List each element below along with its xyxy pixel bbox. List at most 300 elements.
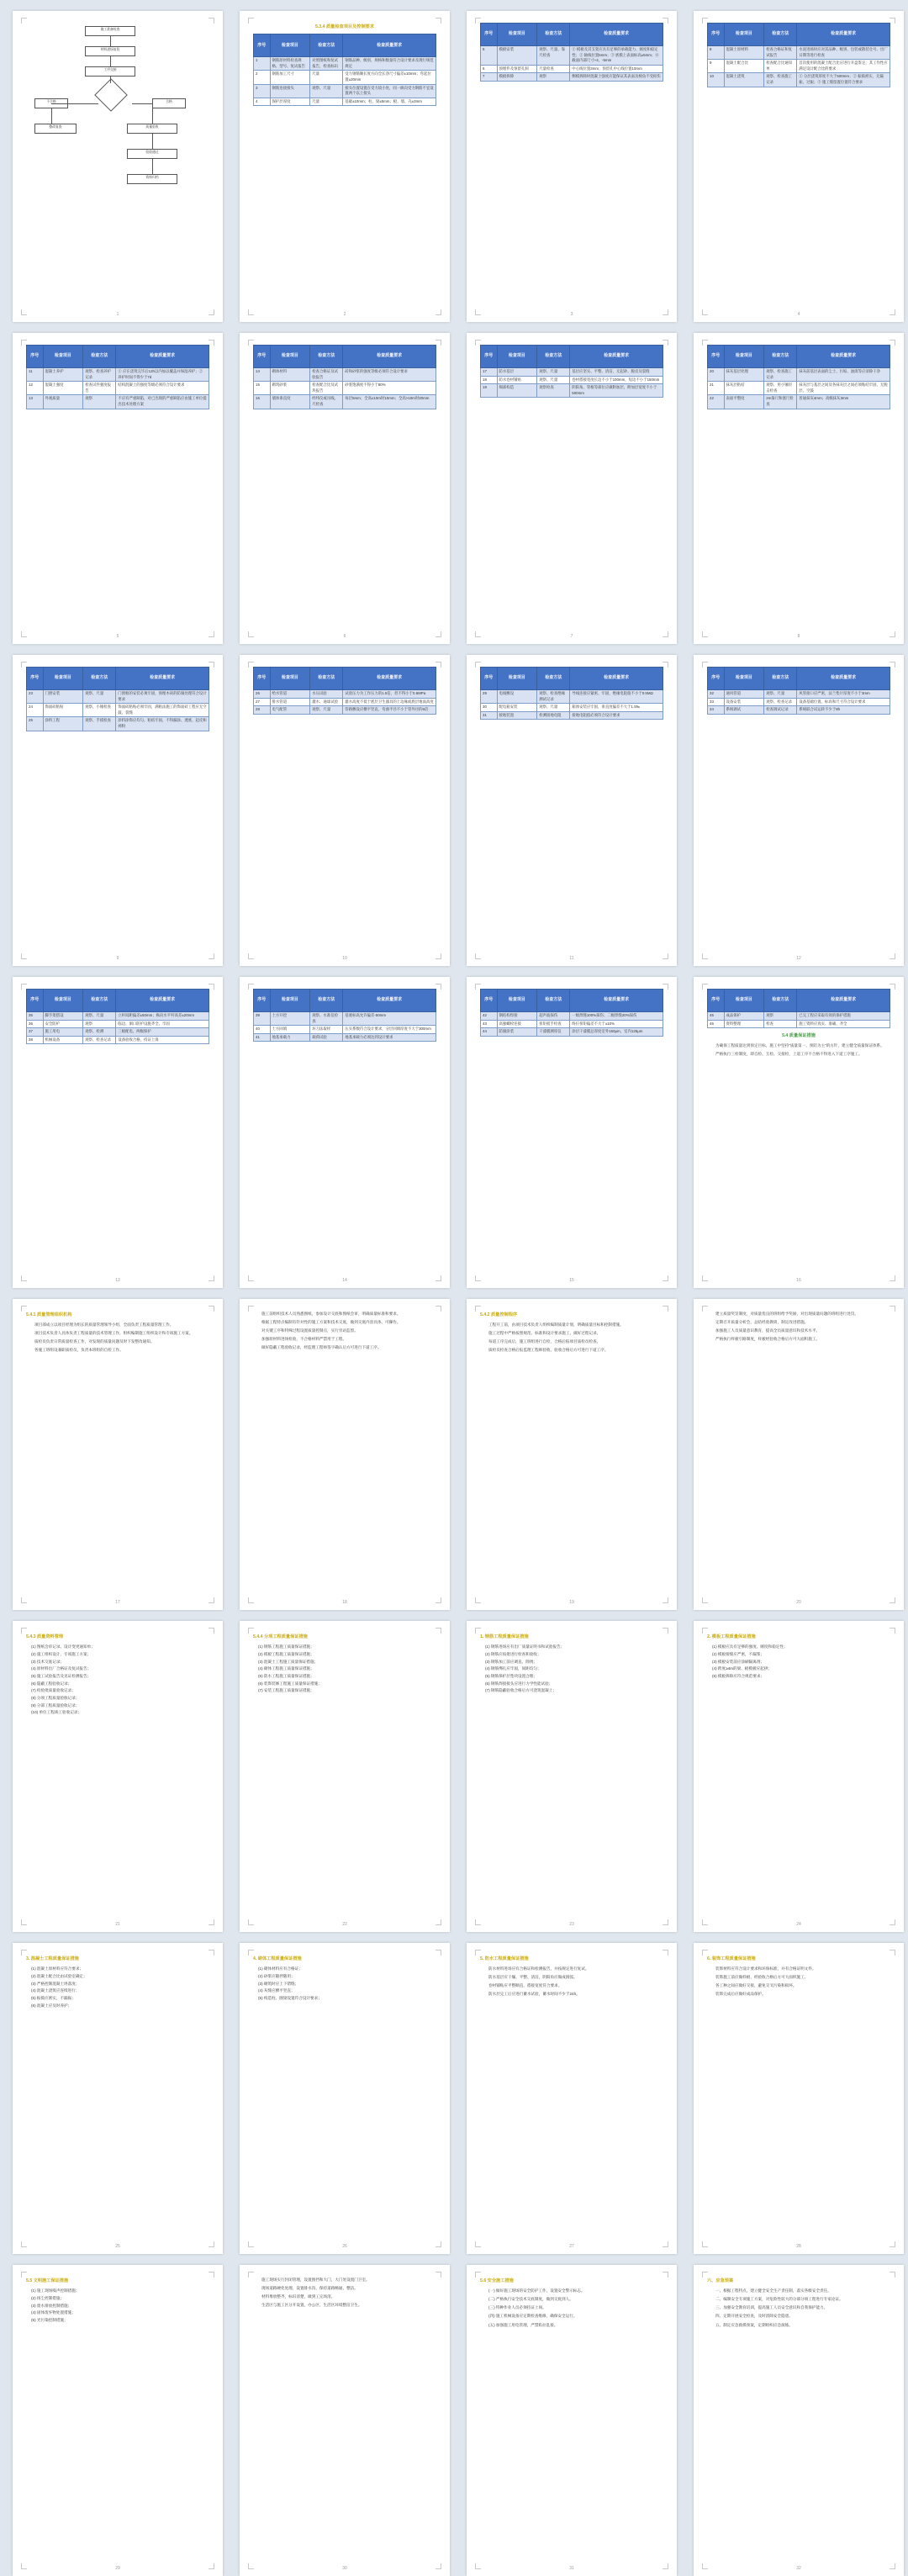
- column-header-standard: 检查质量要求: [797, 24, 890, 46]
- table-cell-item: 防腐涂装: [497, 1028, 537, 1037]
- page-corner-mark: [248, 1628, 254, 1634]
- page-corner-mark: [890, 18, 895, 24]
- table-cell-method: 观察、尺量: [537, 376, 570, 384]
- table-body: [708, 690, 890, 715]
- list-item: (4) 砌体工程施工质量保证措施；: [258, 1666, 314, 1671]
- list-item: (1) 混凝土原材料应符合要求；: [31, 1966, 84, 1972]
- list-item: (5) 施工试验报告及见证检测报告；: [31, 1673, 92, 1678]
- table-cell-no: 21: [708, 382, 725, 395]
- flow-connector: [152, 108, 153, 124]
- table-cell-item: 脚手架搭设: [43, 1012, 83, 1021]
- table-cell-method: 观察、小锤检查: [83, 704, 116, 717]
- document-page: [13, 977, 223, 1288]
- list-item: (3) 技术交底记录；: [31, 1659, 65, 1664]
- column-header-item: 检查项目: [270, 346, 310, 368]
- page-number: 4: [797, 311, 800, 317]
- table-cell-standard: 受力钢筋顺长度方向全长净尺寸偏差±10mm；弯起位置±20mm: [343, 71, 436, 84]
- table-row: [708, 60, 890, 73]
- page-number: 8: [797, 633, 800, 639]
- column-header-method: 检查方法: [310, 346, 343, 368]
- page-number: 17: [115, 1599, 120, 1605]
- flow-step: 工序交接: [85, 66, 135, 77]
- table-header-row: [254, 668, 436, 690]
- page-corner-mark: [663, 1306, 668, 1312]
- table-cell-no: 17: [481, 368, 498, 377]
- page-corner-mark: [436, 18, 441, 24]
- table-row: [708, 698, 890, 706]
- table-row: [27, 1028, 209, 1037]
- table-cell-standard: ① 应在浇筑完毕后12h以内加以覆盖并保湿养护；② 养护时间不得少于7d: [116, 368, 209, 382]
- table-cell-no: 2: [254, 71, 271, 84]
- table-cell-no: 6: [481, 65, 498, 73]
- inspection-table: [253, 34, 436, 106]
- list-item: (4) 混凝土浇筑应连续进行；: [31, 1988, 80, 1993]
- page-corner-mark: [248, 662, 254, 668]
- page-corner-mark: [890, 2272, 895, 2278]
- column-header-no: 序号: [708, 346, 725, 368]
- column-header-method: 检查方法: [764, 24, 797, 46]
- table-header-row: [481, 990, 663, 1012]
- table-cell-standard: 压实系数符合设计要求，分层回填厚度不大于300mm: [343, 1026, 436, 1034]
- paragraph: 防水材料进场应有合格证和检测报告，并按规定进行复试。: [488, 1966, 589, 1972]
- section-title: 3. 混凝土工程质量保证措施: [26, 1956, 79, 1961]
- table-row: [254, 690, 436, 699]
- column-header-method: 检查方法: [83, 668, 116, 690]
- page-corner-mark: [436, 662, 441, 668]
- page-corner-mark: [248, 2272, 254, 2278]
- section-title: 6. 装饰工程质量保证措施: [707, 1956, 756, 1961]
- table-row: [254, 1026, 436, 1034]
- page-number: 18: [342, 1599, 347, 1605]
- table-cell-method: 经纬仪或吊线、尺检查: [310, 395, 343, 409]
- inspection-table: [480, 23, 663, 82]
- column-header-item: 检查项目: [497, 24, 537, 46]
- table-cell-standard: 结构混凝土的强度等级必须符合设计要求: [116, 382, 209, 395]
- page-corner-mark: [890, 340, 895, 346]
- paragraph: 装饰施工前应做样板，经验收合格后方可大面积施工。: [715, 1975, 809, 1980]
- table-cell-no: 40: [254, 1026, 271, 1034]
- document-page: [694, 1299, 904, 1610]
- list-item: (2) 施工组织设计、专项施工方案；: [31, 1651, 92, 1656]
- column-header-no: 序号: [254, 34, 271, 57]
- section-title: 六、应急预案: [707, 2278, 734, 2283]
- section-title: 4. 砌体工程质量保证措施: [253, 1956, 302, 1961]
- document-page: [240, 1943, 450, 2254]
- table-row: [708, 706, 890, 715]
- page-number: 13: [115, 1277, 120, 1283]
- page-corner-mark: [890, 1950, 895, 1956]
- table-cell-no: 28: [254, 706, 271, 715]
- list-item: (6) 混凝土应及时养护；: [31, 2003, 72, 2008]
- table-header-row: [254, 34, 436, 57]
- table-row: [27, 717, 209, 731]
- table-cell-no: 25: [27, 717, 44, 731]
- table-cell-standard: 普通抹灰4mm；高级抹灰3mm: [797, 395, 890, 409]
- document-page: [240, 11, 450, 322]
- column-header-no: 序号: [27, 990, 44, 1012]
- document-page: [694, 977, 904, 1288]
- flow-connector: [152, 134, 153, 149]
- table-cell-no: 36: [27, 1020, 44, 1028]
- document-page: [13, 655, 223, 966]
- table-row: [254, 98, 436, 106]
- page-number: 28: [796, 2243, 801, 2249]
- document-page: [240, 1299, 450, 1610]
- table-cell-no: 43: [481, 1020, 498, 1028]
- table-cell-no: 20: [708, 368, 725, 382]
- document-page: [467, 1621, 677, 1932]
- table-cell-standard: 三级配电、两级保护: [116, 1028, 209, 1037]
- table-row: [27, 704, 209, 717]
- table-row: [708, 690, 890, 699]
- page-corner-mark: [475, 340, 481, 346]
- table-cell-standard: 地基承载力必须达到设计要求: [343, 1033, 436, 1042]
- list-item: (1) 钢筋进场应有出厂质量证明书和试验报告；: [485, 1644, 565, 1650]
- table-cell-method: 观察、检测: [83, 1028, 116, 1037]
- table-cell-no: 22: [708, 395, 725, 409]
- section-title: 5.4.2 质量控制程序: [480, 1312, 518, 1317]
- table-cell-item: 排水管道: [270, 698, 310, 706]
- column-header-standard: 检查质量要求: [570, 668, 663, 690]
- table-cell-method: 观察检查: [537, 384, 570, 398]
- table-cell-no: 26: [254, 690, 271, 699]
- table-cell-method: 观察、尺量: [764, 690, 797, 699]
- table-cell-method: 观察、尺量: [83, 1012, 116, 1021]
- table-row: [27, 368, 209, 382]
- page-number: 14: [342, 1277, 347, 1283]
- table-cell-standard: 施工资料应真实、准确、齐全: [797, 1020, 890, 1028]
- document-page: [240, 1621, 450, 1932]
- table-row: [708, 1020, 890, 1028]
- document-page: [467, 655, 677, 966]
- table-cell-item: 抹灰基层处理: [724, 368, 764, 382]
- list-item: (1) 砌体材料应有合格证；: [258, 1966, 303, 1972]
- column-header-item: 检查项目: [497, 668, 537, 690]
- table-cell-method: 扭矩扳手检查: [537, 1020, 570, 1028]
- table-cell-standard: 系统联合试运转不少于8h: [797, 706, 890, 715]
- table-row: [481, 65, 663, 73]
- document-page: [694, 11, 904, 322]
- page-corner-mark: [21, 1306, 27, 1312]
- paragraph: 做好隐蔽工程验收记录，经监理工程师签字确认后方可进行下道工序。: [261, 1345, 382, 1350]
- process-flowchart: [26, 23, 209, 208]
- paragraph: 各施工班组设兼职质检员，负责本班组的自检工作。: [34, 1348, 124, 1353]
- table-body: [27, 368, 209, 409]
- table-cell-item: 混凝土浇筑: [724, 73, 764, 87]
- document-page: [240, 2265, 450, 2576]
- table-row: [254, 1012, 436, 1026]
- table-cell-no: 42: [481, 1012, 498, 1021]
- page-corner-mark: [663, 2272, 668, 2278]
- table-header-row: [708, 346, 890, 368]
- table-cell-method: 观察、尺量: [310, 706, 343, 715]
- table-header-row: [481, 668, 663, 690]
- table-cell-method: 观察、检查绝缘测试记录: [537, 690, 570, 704]
- table-cell-no: 30: [481, 704, 498, 712]
- table-cell-no: 12: [27, 382, 44, 395]
- flow-step: 验收通过: [127, 149, 177, 159]
- table-cell-item: 砌筑砂浆: [270, 382, 310, 395]
- paragraph: (一) 做好施工现场的安全防护工作，设置安全警示标志。: [488, 2288, 585, 2294]
- list-item: (6) 装饰装修工程施工质量保证措施；: [258, 1681, 322, 1686]
- table-cell-item: 防水基层: [497, 368, 537, 377]
- table-cell-standard: 首次使用的混凝土配合比应进行开盘鉴定，其工作性应满足设计配合比的要求: [797, 60, 890, 73]
- inspection-table: [26, 345, 209, 409]
- page-number: 12: [796, 955, 801, 961]
- table-cell-item: 墙体垂直度: [270, 395, 310, 409]
- table-cell-item: 电线敷设: [497, 690, 537, 704]
- table-row: [481, 376, 663, 384]
- inspection-table: [26, 667, 209, 731]
- paragraph: 三、加强安全教育培训，提高施工人员安全意识和自我保护能力。: [715, 2305, 828, 2310]
- table-cell-item: 涂料工程: [43, 717, 83, 731]
- table-cell-method: 观察、手摸检查: [83, 717, 116, 731]
- table-header-row: [27, 668, 209, 690]
- table-cell-standard: 阴阳角、管根等部位应做附加层，附加层宽度不小于500mm: [570, 384, 663, 398]
- table-cell-item: 地基承载力: [270, 1033, 310, 1042]
- table-cell-method: 超声波探伤: [537, 1012, 570, 1021]
- table-cell-no: 3: [254, 84, 271, 98]
- document-page: [13, 1299, 223, 1610]
- paragraph: 一、根据工程特点，建立健全安全生产责任制，落实各级安全责任。: [715, 2288, 831, 2294]
- table-cell-standard: 管路敷设应横平竖直，弯曲半径不小于管外径的6倍: [343, 706, 436, 715]
- table-header-row: [254, 990, 436, 1012]
- page-corner-mark: [248, 1306, 254, 1312]
- table-cell-standard: 涂层干漆膜总厚度室外150μm，室内125μm: [570, 1028, 663, 1037]
- page-corner-mark: [475, 1628, 481, 1634]
- table-header-row: [481, 24, 663, 46]
- list-item: (3) 钢筋加工前应调直、除锈；: [485, 1659, 538, 1664]
- document-page: [13, 11, 223, 322]
- table-cell-standard: 导线连接应紧密、牢固，绝缘电阻值不小于0.5MΩ: [570, 690, 663, 704]
- paragraph: 项目部成立以项目经理为组长的质量管理领导小组，全面负责工程质量管理工作。: [34, 1322, 174, 1328]
- page-number: 24: [796, 1921, 801, 1927]
- page-corner-mark: [702, 1950, 708, 1956]
- inspection-table: [253, 345, 436, 409]
- table-header: [481, 24, 663, 46]
- document-page: [13, 1943, 223, 2254]
- page-corner-mark: [663, 984, 668, 990]
- column-header-method: 检查方法: [764, 668, 797, 690]
- table-cell-standard: 设备验收合格，持证上岗: [116, 1036, 209, 1044]
- flow-connector: [51, 103, 98, 104]
- page-corner-mark: [21, 984, 27, 990]
- section-title: 5.5 文明施工保证措施: [26, 2278, 69, 2283]
- column-header-standard: 检查质量要求: [343, 346, 436, 368]
- table-cell-item: 钢筋连接接头: [270, 84, 310, 98]
- paragraph: 定期召开质量分析会，总结经验教训，制定改进措施。: [715, 1320, 809, 1325]
- table-cell-standard: 抹灰前基层表面的尘土、污垢、油渍等应清除干净: [797, 368, 890, 382]
- table-cell-no: 10: [708, 73, 725, 87]
- table-cell-standard: 灌水高度不低于底层卫生器具的上边缘或底层地面高度: [343, 698, 436, 706]
- table-header-row: [254, 346, 436, 368]
- list-item: (9) 分部工程质量验收记录；: [31, 1702, 80, 1708]
- table-cell-item: 钢结构焊接: [497, 1012, 537, 1021]
- table-header: [708, 990, 890, 1012]
- paragraph: 对关键工序和特殊过程设置质量控制点，实行旁站监督。: [261, 1328, 358, 1333]
- list-item: (4) 固体废弃物处置措施；: [31, 2310, 76, 2315]
- table-cell-standard: ① 分层浇筑厚度不大于500mm；② 振捣密实，无漏振、过振；③ 施工缝留置位置符合要求: [797, 73, 890, 87]
- column-header-standard: 检查质量要求: [343, 990, 436, 1012]
- table-cell-standard: 抹灰层与基层之间及各抹灰层之间必须粘结牢固，无脱层、空鼓: [797, 382, 890, 395]
- document-page: [240, 977, 450, 1288]
- table-cell-no: 29: [481, 690, 498, 704]
- page-corner-mark: [436, 2272, 441, 2278]
- table-cell-item: 土方回填: [270, 1026, 310, 1034]
- list-item: (3) 混凝土工程施工质量保证措施；: [258, 1659, 319, 1664]
- table-cell-standard: 卷材搭接宽度长边不小于100mm，短边不小于150mm: [570, 376, 663, 384]
- inspection-table: [480, 345, 663, 398]
- document-page: [467, 11, 677, 322]
- table-cell-method: 检查配合比及试块报告: [310, 382, 343, 395]
- table-cell-item: 资料整理: [724, 1020, 764, 1028]
- table-cell-standard: 设备基础位置、标高和尺寸符合设计要求: [797, 698, 890, 706]
- document-page: [13, 2265, 223, 2576]
- list-item: (2) 砂浆应随拌随用；: [258, 1973, 295, 1978]
- flow-connector: [51, 108, 52, 124]
- paragraph: 装饰完成后应做好成品保护。: [715, 1992, 766, 1997]
- inspection-table: [253, 989, 436, 1042]
- table-row: [254, 1033, 436, 1042]
- paragraph: 每道工序完成后，施工班组进行自检，合格后报项目质检员检查。: [488, 1339, 601, 1344]
- table-cell-method: 观察、尺量: [537, 368, 570, 377]
- table-row: [254, 57, 436, 71]
- table-row: [254, 84, 436, 98]
- table-cell-standard: 涂料涂饰应均匀、粘结牢固，不得漏涂、透底、起皮和掉粉: [116, 717, 209, 731]
- page-corner-mark: [702, 1628, 708, 1634]
- table-header-row: [708, 668, 890, 690]
- list-item: (5) 钢筋保护层垫块设置合理；: [485, 1673, 538, 1678]
- paragraph: 项目技术负责人具体负责工程质量的技术管理工作，组织编制施工组织设计和专项施工方案。: [34, 1331, 193, 1336]
- section-title: 5.4.1 质量管理组织机构: [26, 1312, 72, 1317]
- page-corner-mark: [702, 18, 708, 24]
- paragraph: 严格执行样板引路制度，样板经验收合格后方可大面积施工。: [715, 1337, 821, 1342]
- table-cell-item: 模板拆除: [497, 73, 537, 82]
- table-cell-method: 检查调试记录: [764, 706, 797, 715]
- table-cell-item: 混凝土配合比: [724, 60, 764, 73]
- column-header-method: 检查方法: [537, 346, 570, 368]
- column-header-standard: 检查质量要求: [343, 668, 436, 690]
- paragraph: 加强原材料进场检验，不合格材料严禁用于工程。: [261, 1337, 347, 1342]
- column-header-no: 序号: [708, 990, 725, 1012]
- table-cell-standard: 基底标高允许偏差-50mm: [343, 1012, 436, 1026]
- table-row: [708, 46, 890, 60]
- list-item: (2) 钢筋应按批进行检查和验收；: [485, 1651, 541, 1656]
- column-header-item: 检查项目: [270, 668, 310, 690]
- table-cell-item: 表面平整度: [724, 395, 764, 409]
- list-item: (7) 检验批质量验收记录；: [31, 1688, 76, 1693]
- page-number: 30: [342, 2565, 347, 2571]
- table-cell-item: 混凝土强度: [43, 382, 83, 395]
- section-title: 5.4.3 质量资料管理: [26, 1634, 64, 1639]
- table-cell-no: 19: [481, 384, 498, 398]
- list-item: (5) 振捣应密实，不漏振；: [31, 1995, 76, 2000]
- table-row: [481, 711, 663, 720]
- page-corner-mark: [209, 18, 214, 24]
- table-cell-method: 2m靠尺和塞尺检查: [764, 395, 797, 409]
- table-cell-method: 环刀法取样: [310, 1026, 343, 1034]
- table-cell-standard: 砖和砂浆的强度等级必须符合设计要求: [343, 368, 436, 382]
- page-number: 26: [342, 2243, 347, 2249]
- table-row: [27, 382, 209, 395]
- table-cell-method: 观察、用小锤轻击检查: [764, 382, 797, 395]
- column-header-item: 检查项目: [724, 24, 764, 46]
- page-corner-mark: [21, 1628, 27, 1634]
- table-cell-standard: 已完工程应采取有效的保护措施: [797, 1012, 890, 1021]
- table-row: [481, 368, 663, 377]
- column-header-item: 检查项目: [724, 346, 764, 368]
- table-cell-standard: 砂浆饱满度不得小于80%: [343, 382, 436, 395]
- table-cell-item: 饰面砖粘贴: [43, 704, 83, 717]
- table-cell-method: 检测接地电阻: [537, 711, 570, 720]
- page-corner-mark: [248, 1950, 254, 1956]
- page-number: 15: [569, 1277, 574, 1283]
- column-header-method: 检查方法: [310, 668, 343, 690]
- page-number: 22: [342, 1921, 347, 1927]
- document-page: [694, 333, 904, 644]
- list-item: (4) 跨度≥4m的梁、板模板应起拱；: [712, 1666, 772, 1671]
- table-cell-standard: 门窗框的安装必须牢固，预埋木砖的防腐处理符合设计要求: [116, 690, 209, 704]
- table-header: [254, 990, 436, 1012]
- table-cell-no: 24: [27, 704, 44, 717]
- table-body: [481, 46, 663, 82]
- list-item: (7) 安装工程施工质量保证措施；: [258, 1688, 314, 1693]
- table-cell-no: 41: [254, 1033, 271, 1042]
- table-body: [27, 1012, 209, 1044]
- table-header-row: [481, 346, 663, 368]
- paragraph: 现场道路硬化处理，设置排水沟，保持道路畅通、整洁。: [261, 2286, 358, 2291]
- table-cell-standard: 接头位置设置在受力较小处，同一纵向受力钢筋不宜设置两个以上接头: [343, 84, 436, 98]
- table-row: [254, 698, 436, 706]
- table-cell-method: 观察: [764, 1012, 797, 1021]
- table-cell-no: 13: [27, 395, 44, 409]
- table-cell-method: 观察、检查记录: [764, 698, 797, 706]
- paragraph: 二、编制安全专项施工方案，对危险性较大的分部分项工程进行专家论证。: [715, 2297, 843, 2302]
- table-cell-no: 1: [254, 57, 271, 71]
- column-header-no: 序号: [708, 668, 725, 690]
- table-row: [708, 395, 890, 409]
- column-header-no: 序号: [254, 346, 271, 368]
- section-title: 5.3.4 质量检查项目及控制要求: [314, 24, 375, 29]
- paragraph: 工程开工前，由项目技术负责人组织编制质量计划，明确质量目标和控制措施。: [488, 1322, 624, 1328]
- table-cell-item: 安全防护: [43, 1020, 83, 1028]
- table-cell-method: 检查配合比通知单: [764, 60, 797, 73]
- table-cell-item: 防水卷材铺贴: [497, 376, 537, 384]
- column-header-item: 检查项目: [270, 34, 310, 57]
- table-cell-method: 观察: [537, 73, 570, 82]
- table-cell-item: 保护层厚度: [270, 98, 310, 106]
- page-corner-mark: [475, 2272, 481, 2278]
- table-cell-standard: 每层5mm；全高≤10m时10mm；全高>10m时20mm: [343, 395, 436, 409]
- table-cell-method: 观察、尺量: [310, 84, 343, 98]
- table-cell-method: 检查: [764, 1020, 797, 1028]
- inspection-table: [707, 989, 890, 1028]
- column-header-method: 检查方法: [537, 668, 570, 690]
- flow-connector: [110, 77, 111, 83]
- table-cell-item: 混凝土原材料: [724, 46, 764, 60]
- column-header-method: 检查方法: [83, 346, 116, 368]
- paragraph: 加强施工人员质量意识教育，提高全员质量意识和技术水平。: [715, 1328, 821, 1333]
- table-body: [708, 368, 890, 409]
- table-row: [27, 1020, 209, 1028]
- table-cell-item: 电气配管: [270, 706, 310, 715]
- list-item: (1) 施工现场噪声控制措施；: [31, 2288, 80, 2294]
- column-header-method: 检查方法: [764, 346, 797, 368]
- page-corner-mark: [209, 1628, 214, 1634]
- table-header: [708, 346, 890, 368]
- table-cell-method: 观察: [83, 1020, 116, 1028]
- column-header-item: 检查项目: [497, 346, 537, 368]
